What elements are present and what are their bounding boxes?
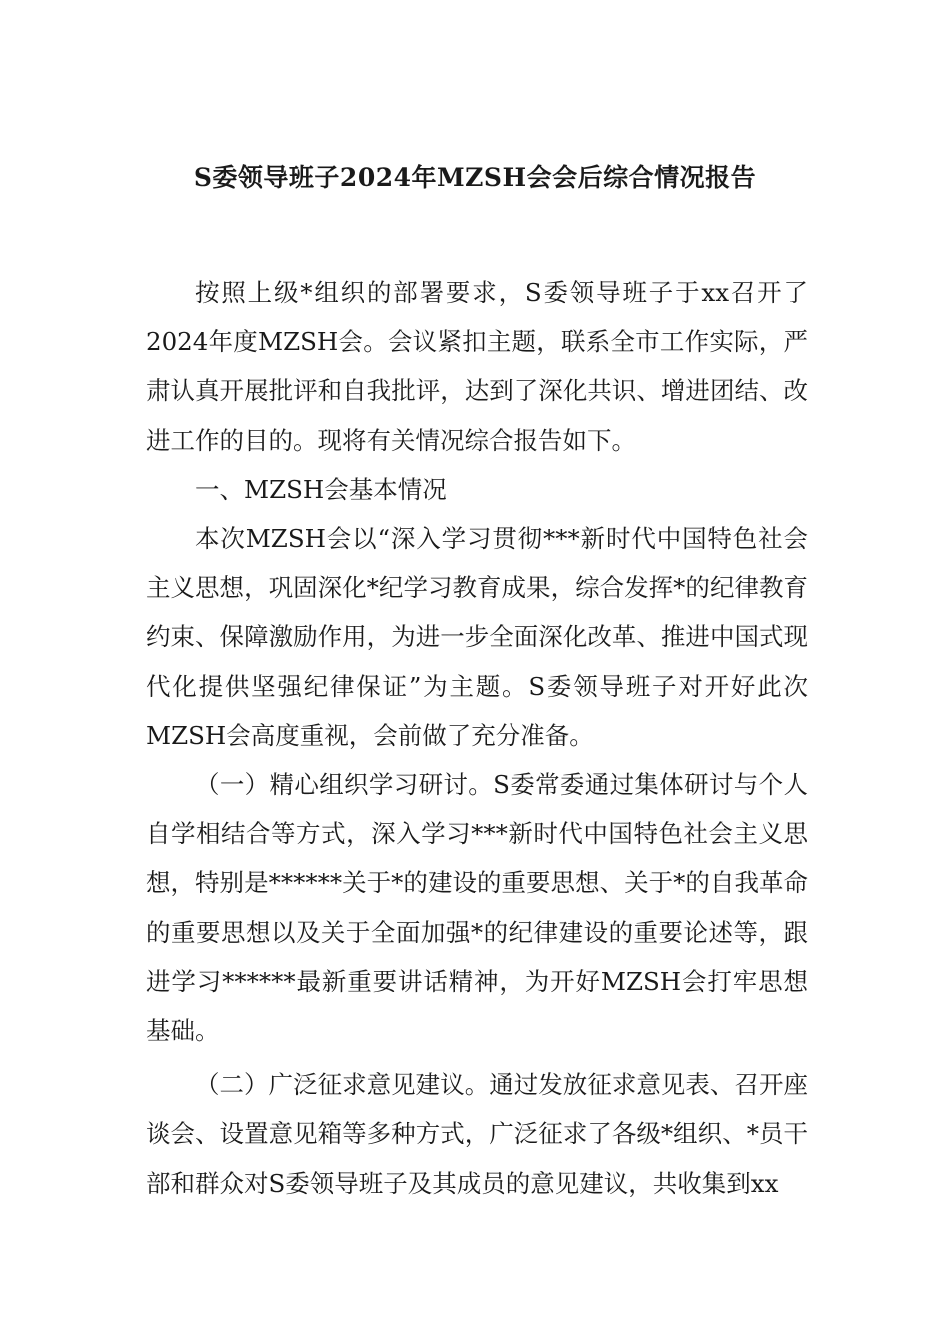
paragraph-intro: 按照上级*组织的部署要求，S委领导班子于xx召开了2024年度MZSH会。会议紧扣主题，联系全市工作实际，严肃认真开展批评和自我批评，达到了深化共识、增进团结、改进工作的目的。现将有关情况综合报告如下。	[146, 278, 808, 455]
document-body	[146, 268, 808, 1208]
paragraph-opinions: （二）广泛征求意见建议。通过发放征求意见表、召开座谈会、设置意见箱等多种方式，广泛征求了各级*组织、*员干部和群众对S委领导班子及其成员的意见建议，共收集到xx	[146, 1070, 808, 1198]
document-title: S委领导班子2024年MZSH会会后综合情况报告	[193, 163, 757, 192]
paragraph-theme: 本次MZSH会以“深入学习贯彻***新时代中国特色社会主义思想，巩固深化*纪学习教育成果，综合发挥*的纪律教育约束、保障激励作用，为进一步全面深化改革、推进中国式现代化提供坚强纪律保证”为主题。S委领导班子对开好此次MZSH会高度重视，会前做了充分准备。	[146, 524, 808, 750]
paragraph-study: （一）精心组织学习研讨。S委常委通过集体研讨与个人自学相结合等方式，深入学习***新时代中国特色社会主义思想，特别是******关于*的建设的重要思想、关于*的自我革命的重要思想以及关于全面加强*的纪律建设的重要论述等，跟进学习******最新重要讲话精神，为开好MZSH会打牢思想基础。	[146, 770, 808, 1046]
section-heading-basic-situation: 一、MZSH会基本情况	[195, 474, 447, 504]
